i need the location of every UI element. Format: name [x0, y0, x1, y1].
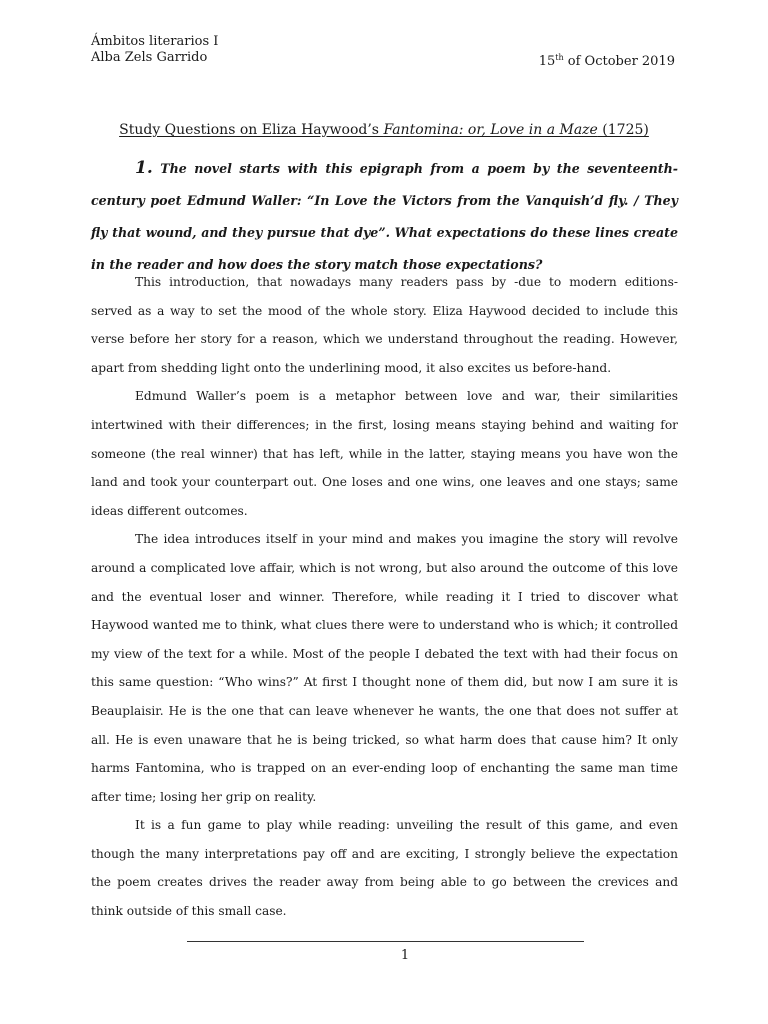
date-day: 15	[538, 54, 556, 69]
answer-body	[91, 268, 678, 926]
paragraph-3: The idea introduces itself in your mind and makes you imagine the story will revolve around a complicated love affair, which is not wrong, but also around the outcome of this love and the eventual loser and winner. Therefore, while reading it I tried to discover what Haywood wanted me to think, what clues there were to understand who is which; it controlled my view of the text for a while. Most of the people I debated the text with had their focus on this same question: “Who wins?” At first I thought none of them did, but now I am sure it is Beauplaisir. He is the one that can leave whenever he wants, the one that does not suffer at all. He is even unaware that he is being tricked, so what harm does that cause him? It only harms Fantomina, who is trapped on an ever-ending loop of enchanting the same man time after time; losing her grip on reality.	[91, 532, 678, 804]
paragraph-1: This introduction, that nowadays many readers pass by -due to modern editions- served as a way to set the mood of the whole story. Eliza Haywood decided to include this verse before her story for a reason, which we understand throughout the reading. However, apart from shedding light onto the underlining mood, it also excites us before-hand.	[91, 275, 678, 375]
date-rest: of October 2019	[563, 54, 675, 69]
course-name: Ámbitos literarios I	[91, 34, 219, 49]
date-suffix: th	[555, 53, 564, 62]
title-year: (1725)	[597, 122, 649, 138]
title-prefix: Study Questions on Eliza Haywood’s	[119, 122, 384, 138]
title-work: Fantomina: or, Love in a Maze	[383, 122, 598, 138]
header-date	[539, 50, 675, 70]
study-question	[91, 152, 678, 281]
header-left	[91, 34, 218, 66]
question-number: 1.	[135, 158, 153, 178]
paragraph-2: Edmund Waller’s poem is a metaphor between love and war, their similarities intertwined with their differences; in the first, losing means staying behind and waiting for someone (the real winner) that has left, while in the latter, staying means you have won the land and took your counterpart out. One loses and one wins, one leaves and one stays; same ideas different outcomes.	[91, 389, 678, 518]
paragraph-4: It is a fun game to play while reading: unveiling the result of this game, and even though the many interpretations pay off and are exciting, I strongly believe the expectation the poem creates drives the reader away from being able to go between the crevices and think outside of this small case.	[91, 818, 678, 919]
footer-divider	[187, 941, 584, 942]
page-number: 1	[400, 948, 410, 963]
author-name: Alba Zels Garrido	[91, 50, 208, 65]
page-title	[0, 121, 768, 139]
question-text: The novel starts with this epigraph from a poem by the seventeenth-century poet Edmund Waller: “In Love the Victors from the Vanquish’d fly. / They fly that wound, and they pursue that dye”. What expectations do these lines create in the reader and how does the story match those expectations?	[91, 161, 678, 272]
